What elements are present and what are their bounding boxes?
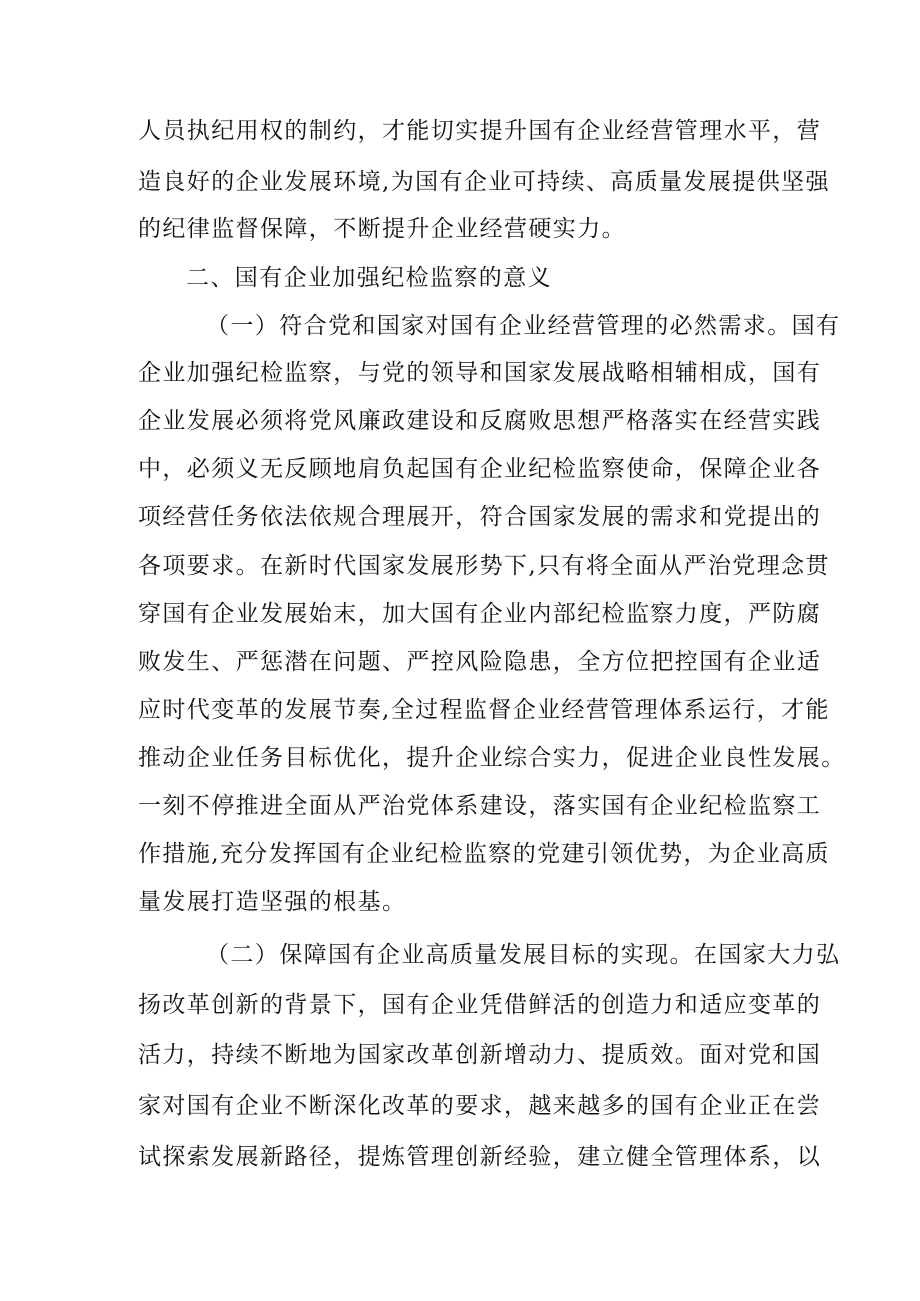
text-line: 扬改革创新的背景下，国有企业凭借鲜活的创造力和适应变革的 <box>138 992 822 1018</box>
text-line: 活力，持续不断地为国家改革创新增动力、提质效。面对党和国 <box>138 1042 822 1068</box>
text-line: 的纪律监督保障，不断提升企业经营硬实力。 <box>138 216 626 242</box>
text-line: 穿国有企业发展始末，加大国有企业内部纪检监察力度，严防腐 <box>138 601 822 627</box>
text-line: 家对国有企业不断深化改革的要求，越来越多的国有企业正在尝 <box>138 1093 822 1119</box>
text-line: 各项要求。在新时代国家发展形势下,只有将全面从严治党理念贯 <box>138 553 830 579</box>
text-line: 败发生、严惩潜在问题、严控风险隐患，全方位把控国有企业适 <box>138 649 822 675</box>
subsection-heading-line: （二）保障国有企业高质量发展目标的实现。在国家大力弘 <box>206 942 841 968</box>
text-line: 量发展打造坚强的根基。 <box>138 889 407 915</box>
text-line: 中，必须义无反顾地肩负起国有企业纪检监察使命，保障企业各 <box>138 456 822 482</box>
text-line: 造良好的企业发展环境,为国有企业可持续、高质量发展提供坚强 <box>138 169 830 195</box>
text-line: 应时代变革的发展节奏,全过程监督企业经营管理体系运行，才能 <box>138 697 830 723</box>
text-line: 作措施,充分发挥国有企业纪检监察的党建引领优势，为企业高质 <box>138 841 830 867</box>
text-line: 试探索发展新路径，提炼管理创新经验，建立健全管理体系，以 <box>138 1144 822 1170</box>
section-heading: 二、国有企业加强纪检监察的意义 <box>186 265 552 291</box>
text-line: 一刻不停推进全面从严治党体系建设，落实国有企业纪检监察工 <box>138 793 822 819</box>
text-line: 项经营任务依法依规合理展开，符合国家发展的需求和党提出的 <box>138 504 822 530</box>
text-line: 推动企业任务目标优化，提升企业综合实力，促进企业良性发展。 <box>138 745 846 771</box>
text-line: 企业加强纪检监察，与党的领导和国家发展战略相辅相成，国有 <box>138 360 822 386</box>
text-line: 人员执纪用权的制约，才能切实提升国有企业经营管理水平，营 <box>138 118 822 144</box>
text-line: 企业发展必须将党风廉政建设和反腐败思想严格落实在经营实践 <box>138 408 822 434</box>
subsection-heading-line: （一）符合党和国家对国有企业经营管理的必然需求。国有 <box>206 313 841 339</box>
